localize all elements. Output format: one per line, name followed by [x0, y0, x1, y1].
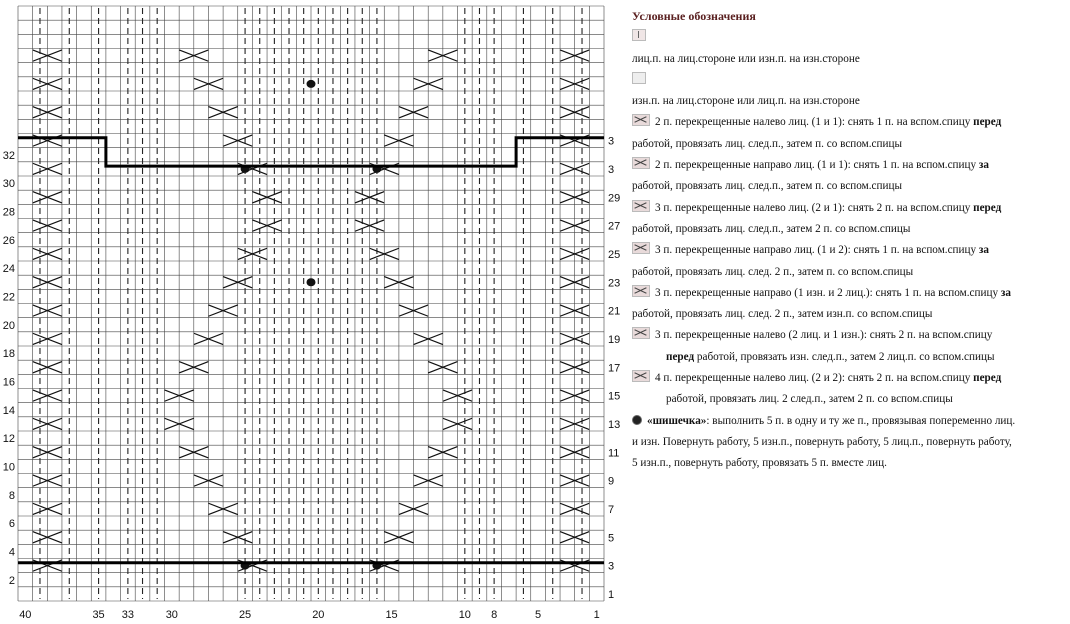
legend-title: Условные обозначения	[632, 9, 756, 23]
row-label-left: 4	[8, 546, 15, 559]
legend-item-text: 3 п. перекрещенные налево (2 лиц. и 1 изн.): снять 2 п. на вспом.спицу	[655, 329, 993, 342]
legend-item	[632, 155, 1064, 176]
row-label-right: 11	[608, 447, 620, 460]
column-label: 10	[458, 609, 471, 621]
cross-right-1p2k-icon	[632, 285, 650, 297]
legend-item-emphasis: за	[978, 159, 989, 172]
legend-item	[632, 411, 1064, 432]
row-label-right: 19	[608, 333, 621, 346]
row-label-right: 9	[608, 475, 615, 488]
legend-item-text: : выполнить 5 п. в одну и ту же п., провязывая попеременно лиц.	[706, 414, 1016, 427]
legend-item	[632, 198, 1064, 219]
legend-item-continuation	[632, 176, 1064, 197]
row-label-right: 3	[608, 135, 615, 148]
legend-item-continuation	[632, 219, 1064, 240]
legend-item	[632, 112, 1064, 133]
legend-item-continuation	[632, 389, 1064, 410]
legend-item-continuation	[632, 432, 1064, 453]
column-label: 20	[312, 609, 325, 621]
chart-grid	[18, 6, 604, 601]
legend-item-continuation	[632, 304, 1064, 325]
legend-item-continuation	[632, 262, 1064, 283]
row-label-right: 1	[608, 588, 615, 601]
column-label: 40	[19, 609, 32, 621]
row-label-left: 22	[2, 291, 15, 304]
bobble-icon	[632, 415, 642, 425]
legend-item-emphasis: перед	[973, 116, 1002, 129]
legend-item	[632, 325, 1064, 346]
legend-item-text: 5 изн.п., повернуть работу, провязать 5 п. вместе лиц.	[632, 457, 887, 470]
legend-item-text: 3 п. перекрещенные направо (1 изн. и 2 лиц.): снять 1 п. на вспом.спицу	[655, 286, 1001, 299]
row-label-right: 3	[608, 560, 615, 573]
cross-left-2x1-icon	[632, 200, 650, 212]
legend-item-emphasis: перед	[973, 372, 1002, 385]
legend-item-continuation	[632, 134, 1064, 155]
cross-right-1x2-icon	[632, 242, 650, 254]
legend-item-text: работой, провязать изн. след.п., затем 2 лиц.п. со вспом.спицы	[694, 350, 995, 363]
row-label-left: 32	[2, 149, 15, 162]
legend-items	[632, 27, 1064, 474]
row-label-left: 26	[2, 234, 15, 247]
legend-item	[632, 70, 1064, 91]
legend-item	[632, 368, 1064, 389]
column-label: 35	[92, 609, 105, 621]
row-label-left: 8	[8, 489, 15, 502]
row-label-left: 30	[2, 178, 15, 191]
legend-item-text: работой, провязать лиц. след. 2 п., затем п. со вспом.спицы	[632, 265, 914, 278]
row-label-right: 21	[608, 305, 621, 318]
bobble-symbol	[307, 278, 316, 286]
purl-symbol-icon	[632, 72, 646, 84]
row-label-right: 7	[608, 503, 615, 516]
legend-item-text: работой, провязать лиц. след.п., затем п. со вспом.спицы	[632, 137, 902, 150]
legend-item-text: работой, провязать лиц. след.п., затем п. со вспом.спицы	[632, 180, 902, 193]
legend-item	[632, 283, 1064, 304]
row-label-left: 16	[2, 376, 15, 389]
legend-item-text: работой, провязать лиц. след.п., затем 2 п. со вспом.спицы	[632, 222, 911, 235]
legend-item-term: «шишечка»	[647, 414, 707, 427]
legend-item-text: 3 п. перекрещенные направо лиц. (1 и 2): снять 1 п. на вспом.спицу	[655, 244, 979, 257]
row-label-right: 5	[608, 532, 615, 545]
row-label-left: 20	[2, 319, 15, 332]
legend-item-emphasis: перед	[666, 350, 695, 363]
cross-left-2k1p-icon	[632, 327, 650, 339]
column-label: 30	[165, 609, 178, 621]
legend-item-text: 3 п. перекрещенные налево лиц. (2 и 1): снять 2 п. на вспом.спицу	[655, 201, 974, 214]
legend-item-text: изн.п. на лиц.стороне или лиц.п. на изн.стороне	[632, 95, 860, 108]
legend	[632, 6, 1064, 475]
legend-item-continuation	[632, 347, 1064, 368]
legend-item-emphasis: за	[978, 244, 989, 257]
row-label-right: 23	[608, 277, 621, 290]
row-label-right: 15	[608, 390, 621, 403]
legend-item-text: лиц.п. на лиц.стороне или изн.п. на изн.стороне	[632, 52, 860, 65]
row-label-right: 29	[608, 192, 621, 205]
legend-item-text: 2 п. перекрещенные налево лиц. (1 и 1): снять 1 п. на вспом.спицу	[655, 116, 974, 129]
legend-item-text: и изн. Повернуть работу, 5 изн.п., повернуть работу, 5 лиц.п., повернуть работу,	[632, 435, 1012, 448]
legend-item-text: 4 п. перекрещенные налево лиц. (2 и 2): снять 2 п. на вспом.спицу	[655, 372, 974, 385]
row-label-right: 25	[608, 248, 621, 261]
row-label-left: 24	[2, 263, 15, 276]
bobble-symbol	[307, 80, 316, 88]
legend-item-continuation	[632, 49, 1064, 70]
legend-item-text: 2 п. перекрещенные направо лиц. (1 и 1): снять 1 п. на вспом.спицу	[655, 159, 979, 172]
legend-item-continuation	[632, 91, 1064, 112]
column-label: 15	[385, 609, 398, 621]
column-label: 33	[121, 609, 134, 621]
row-label-right: 13	[608, 418, 621, 431]
legend-item-text: работой, провязать лиц. 2 след.п., затем 2 п. со вспом.спицы	[666, 393, 953, 406]
legend-item-emphasis: перед	[973, 201, 1002, 214]
column-label: 8	[491, 609, 498, 621]
legend-item	[632, 240, 1064, 261]
row-label-left: 2	[8, 574, 15, 587]
legend-item-emphasis: за	[1000, 286, 1011, 299]
row-label-left: 14	[2, 404, 15, 417]
column-label: 1	[593, 609, 600, 621]
column-label: 25	[238, 609, 252, 621]
legend-item-text: работой, провязать лиц. след. 2 п., затем изн.п. со вспом.спицы	[632, 308, 933, 321]
legend-item-continuation	[632, 453, 1064, 474]
chart-axis-labels	[3, 136, 621, 621]
row-label-right: 27	[608, 220, 621, 233]
knit-symbol-icon	[632, 29, 646, 41]
cross-left-2x2-icon	[632, 370, 650, 382]
row-label-left: 18	[2, 348, 15, 361]
row-label-left: 12	[2, 433, 15, 446]
row-label-left: 28	[2, 206, 15, 219]
row-label-left: 10	[2, 461, 15, 474]
cross-left-1x1-icon	[632, 114, 650, 126]
legend-item	[632, 27, 1064, 48]
row-label-right: 3	[608, 163, 615, 176]
row-label-left: 6	[8, 518, 15, 531]
column-label: 5	[535, 609, 542, 621]
row-label-right: 17	[608, 362, 621, 375]
cross-right-1x1-icon	[632, 157, 650, 169]
